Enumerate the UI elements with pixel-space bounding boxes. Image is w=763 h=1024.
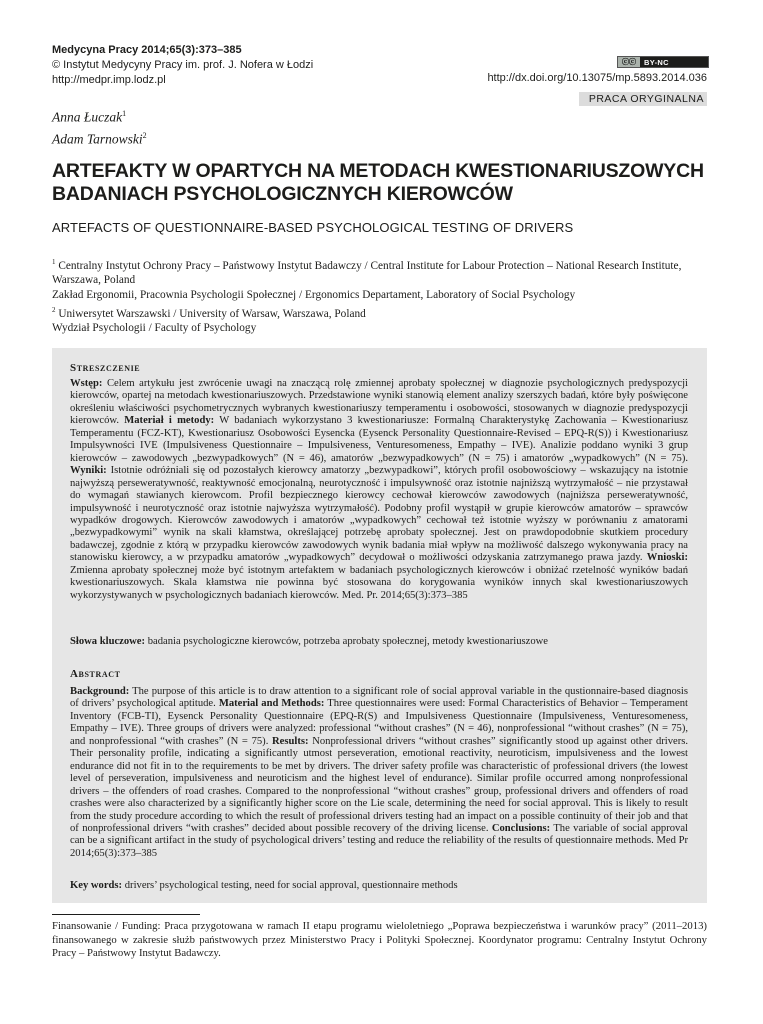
affiliations (52, 255, 712, 336)
journal-title: Medycyna Pracy 2014;65(3):373–385 (52, 44, 242, 56)
affiliation-line: $^2$ Uniwersytet Warszawski / University of Warsaw, Warszawa, Poland (52, 305, 366, 320)
streszczenie-heading: Streszczenie (70, 362, 141, 374)
abstract-box (52, 348, 707, 903)
article-type-badge: PRACA ORYGINALNA (579, 92, 707, 106)
keywords-en: Key words: drivers’ psychological testing, need for social approval, questionnaire methods (70, 880, 458, 891)
footnote-divider (52, 914, 200, 915)
funding-footnote: Finansowanie / Funding: Praca przygotowana w ramach II etapu programu wieloletniego „Poprawa bezpieczeństwa i warunków pracy” (2011–2013) finansowanego w zakresie służb państwowych przez Ministerstwo Pracy i Polityki Społecznej. Koordynator programu: Centralny Instytut Ochrony Pracy – Państwowy Instytut Badawczy. (52, 920, 707, 959)
creative-commons-icon: ⓒⓒ (618, 57, 640, 67)
journal-url[interactable]: http://medpr.imp.lodz.pl (52, 74, 166, 86)
author: Adam Tarnowski$^2$ (52, 130, 147, 146)
affiliation-line: Wydział Psychologii / Faculty of Psychology (52, 321, 257, 334)
license-label: BY-NC (644, 57, 669, 67)
author-list (52, 105, 147, 148)
affiliation-line: Zakład Ergonomii, Pracownia Psychologii Społecznej / Ergonomics Departament, Laboratory of Social Psychology (52, 288, 576, 301)
journal-header (52, 43, 313, 88)
abstract-text: Background: The purpose of this article is to draw attention to a significant role of social approval variable in the qustionnaire-based diagnosis of drivers’ psychological aptitude. Material and Methods: Three questionnaires were used: Formal Characteristics of Behavior – Temperament Inventory (FCB-TI), Eysenck Personality Questionnaire (EPQ-R(S) and Impulsiveness Questionnaire (Impulsiveness, Venturesomeness, Empathy – IVE). Three groups of drivers were analyzed: professional “without crashes” (N = 46), nonprofessional “without crashes” (N = 75), and nonprofessional “with crashes” (N = 75). Results: Nonprofessional drivers “without crashes” significantly stood up against other drivers. Their personality profile, indicating a significantly utmost perseveration, emotional reactivity, neuroticism, impulsiveness and the lowest endurance did not fit in to the requirements to be met by drivers. The driver safety profile was characteristic of professional drivers (the lowest level of perseveration, impulsiveness and neuroticism and the highest level of endurance). Similar profile occurred among nonprofessional drivers – the offenders of road crashes. Compared to the nonprofessional “without crashes” group, professional drivers and offenders of road crashes were also characterized by a significantly higher score on the Lie scale, determining the need for social approval. This is likely to result from the study procedure according to which the result of professional drivers testing had an impact on a possible continuity of their job and that of nonprofessional drivers “with crashes” decided about possible recovery of the driving license. Conclusions: The variable of social approval can be a significant artifact in the study of psychological drivers’ testing and reduce the reliability of the results of questionnaire methods. Med Pr 2014;65(3):373–385 (70, 686, 689, 859)
license-badge[interactable] (617, 56, 709, 68)
author: Anna Łuczak$^1$ (52, 109, 127, 125)
article-title-en: ARTEFACTS OF QUESTIONNAIRE-BASED PSYCHOLOGICAL TESTING OF DRIVERS (52, 220, 574, 235)
copyright-line: © Instytut Medycyny Pracy im. prof. J. Nofera w Łodzi (52, 59, 314, 71)
keywords-pl: Słowa kluczowe: badania psychologiczne kierowców, potrzeba aprobaty społecznej, metody kwestionariuszowe (70, 636, 548, 647)
article-title-pl: ARTEFAKTY W OPARTYCH NA METODACH KWESTIONARIUSZOWYCH BADANIACH PSYCHOLOGICZNYCH KIEROWCÓW (52, 160, 704, 205)
affiliation-line: $^1$ Centralny Instytut Ochrony Pracy – Państwowy Instytut Badawczy / Central Institute for Labour Protection – National Research Institute, Warszawa, Poland (52, 258, 682, 287)
abstract-heading: Abstract (70, 668, 121, 680)
doi-link[interactable]: http://dx.doi.org/10.13075/mp.5893.2014.036 (487, 72, 707, 84)
streszczenie-text: Wstęp: Celem artykułu jest zwrócenie uwagi na znaczącą rolę zmiennej aprobaty społecznej w diagnozie psychologicznych predyspozycji kierowców, opartej na metodach kwestionariuszowych. Przedstawione wyniki stanowią element analizy szerszych badań, które były poświęcone określeniu właściwości psychometrycznych wybranych kwestionariuszy temperamentu i osobowości, stosowanych w diagnozie predyspozycji kierowców. Materiał i metody: W badaniach wykorzystano 3 kwestionariusze: Formalną Charakterystykę Zachowania – Kwestionariusz Temperamentu (FCZ-KT), Kwestionariusz Osobowości Eysencka (Eysenck Personality Questionnaire-Revised – EPQ-R(S)) i Kwestionariusz Impulsywności IVE (Impulsiveness Questionnaire – Impulsiveness, Venturesomeness, Empathy – IVE). Analizie poddano wyniki 3 grup kierowców – zawodowych „bezwypadkowych” (N = 46), amatorów „bezwypadkowych” (N = 75) i amatorów „wypadkowych” (N = 75). Wyniki: Istotnie odróżniali się od pozostałych kierowcy amatorzy „bezwypadkowi”, których profil osobowościowy – wskazujący na istotnie najwyższą perseweratywność, reaktywność emocjonalną, neurotyczność i impulsywność oraz istotnie najniższą wytrzymałość – nie przystawał do wymagań stawianych kierowcom. Profil bezpiecznego kierowcy cechował kierowców zawodowych (najniższa perseweratywność, impulsywność i neurotyczność oraz istotnie najwyższa wytrzymałość). Podobny profil wystąpił w grupie kierowców amatorów – sprawców wypadków drogowych. Kierowców zawodowych i amatorów „wypadkowych” cechował też istotnie wyższy w porównaniu z amatorami „bezwypadkowymi” wynik na skali kłamstwa, określającej potrzebę aprobaty społecznej. Jest on prawdopodobnie skutkiem procedury badawczej, zgodnie z którą w przypadku kierowców zawodowych wynik badania miał wpływ na możliwość dalszego wykonywania pracy na stanowisku kierowcy, a w przypadku amatorów „wypadkowych” decydował o możliwości odzyskania zatrzymanego prawa jazdy. Wnioski: Zmienna aprobaty społecznej może być istotnym artefaktem w badaniach psychologicznych kierowców i obniżać rzetelność wyników badań kwestionariuszowych. Skala kłamstwa nie powinna być stosowana do korygowania wyników innych skal kwestionariuszowych wykorzystywanych w psychologicznych badaniach kierowców. Med. Pr. 2014;65(3):373–385 (70, 378, 688, 601)
